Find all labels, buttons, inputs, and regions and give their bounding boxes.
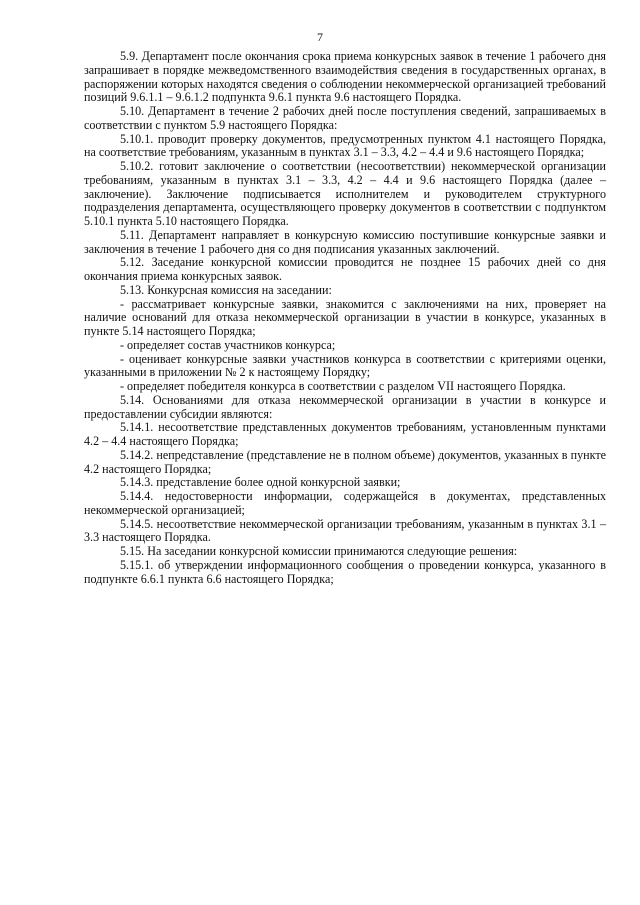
paragraph-5-11: 5.11. Департамент направляет в конкурсную комиссию поступившие конкурсные заявки и заключения в течение 1 рабочего дня со дня подписания указанных заключений. (84, 227, 606, 256)
paragraph-5-14-2: 5.14.2. непредставление (представление не в полном объеме) документов, указанных в пункте 4.2 настоящего Порядка; (84, 447, 606, 476)
paragraph-5-14-3: 5.14.3. представление более одной конкурсной заявки; (120, 475, 401, 490)
paragraph-5-10-1: 5.10.1. проводит проверку документов, предусмотренных пунктом 4.1 настоящего Порядка, на соответствие требованиям, указанным в пунктах 3.1 – 3.3, 4.2 – 4.4 и 9.6 настоящего Порядка; (84, 131, 606, 160)
paragraph-5-14-5: 5.14.5. несоответствие некоммерческой организации требованиям, указанным в пунктах 3.1 – 3.3 настоящего Порядка. (84, 516, 606, 545)
list-item-evaluate-applications: - оценивает конкурсные заявки участников конкурса в соответствии с критериями оценки, указанными в приложении № 2 к настоящему Порядку; (84, 351, 606, 380)
document-body (84, 50, 606, 586)
paragraph-5-14: 5.14. Основаниями для отказа некоммерческой организации в участии в конкурсе и предоставлении субсидии являются: (84, 392, 606, 421)
paragraph-5-15-1: 5.15.1. об утверждении информационного сообщения о проведении конкурса, указанного в подпункте 6.6.1 пункта 6.6 настоящего Порядка; (84, 557, 606, 586)
paragraph-5-12: 5.12. Заседание конкурсной комиссии проводится не позднее 15 рабочих дней со дня окончания приема конкурсных заявок. (84, 255, 606, 283)
paragraph-5-15: 5.15. На заседании конкурсной комиссии принимаются следующие решения: (120, 544, 518, 558)
paragraph-5-10-2: 5.10.2. готовит заключение о соответствии (несоответствии) некоммерческой организации требованиям, указанным в пунктах 3.1 – 3.3, 4.2 – 4.4 и 9.6 настоящего Порядка (далее – заключение). Заключение подписывается исполнителем и руководителем структурного подразделения департамента, осуществляющего проверку документов в соответствии с подпунктом 5.10.1 пункта 5.10 настоящего Порядка. (84, 159, 606, 228)
list-item-review-applications: - рассматривает конкурсные заявки, знакомится с заключениями на них, проверяет на наличие оснований для отказа некоммерческой организации в участии в конкурсе, указанных в пункте 5.14 настоящего Порядка; (84, 296, 606, 338)
paragraph-5-14-4: 5.14.4. недостоверности информации, содержащейся в документах, представленных некоммерческой организацией; (84, 489, 606, 517)
list-item-define-participants: - определяет состав участников конкурса; (120, 337, 336, 352)
paragraph-5-14-1: 5.14.1. несоответствие представленных документов требованиям, установленным пунктами 4.2 – 4.4 настоящего Порядка; (84, 420, 606, 448)
list-item-define-winner: - определяет победителя конкурса в соответствии с разделом VII настоящего Порядка. (120, 379, 566, 393)
paragraph-5-13: 5.13. Конкурсная комиссия на заседании: (120, 282, 332, 297)
page-number: 7 (317, 30, 323, 44)
paragraph-5-10: 5.10. Департамент в течение 2 рабочих дней после поступления сведений, запрашиваемых в соответствии с пунктом 5.9 настоящего Порядка: (84, 104, 606, 132)
paragraph-5-9: 5.9. Департамент после окончания срока приема конкурсных заявок в течение 1 рабочего дня запрашивает в порядке межведомственного взаимодействия сведения в государственных органах, в распоряжении которых находятся сведения о соблюдении некоммерческой организацией требований позиций 9.6.1.1 – 9.6.1.2 подпункта 9.6.1 пункта 9.6 настоящего Порядка. (84, 49, 606, 105)
